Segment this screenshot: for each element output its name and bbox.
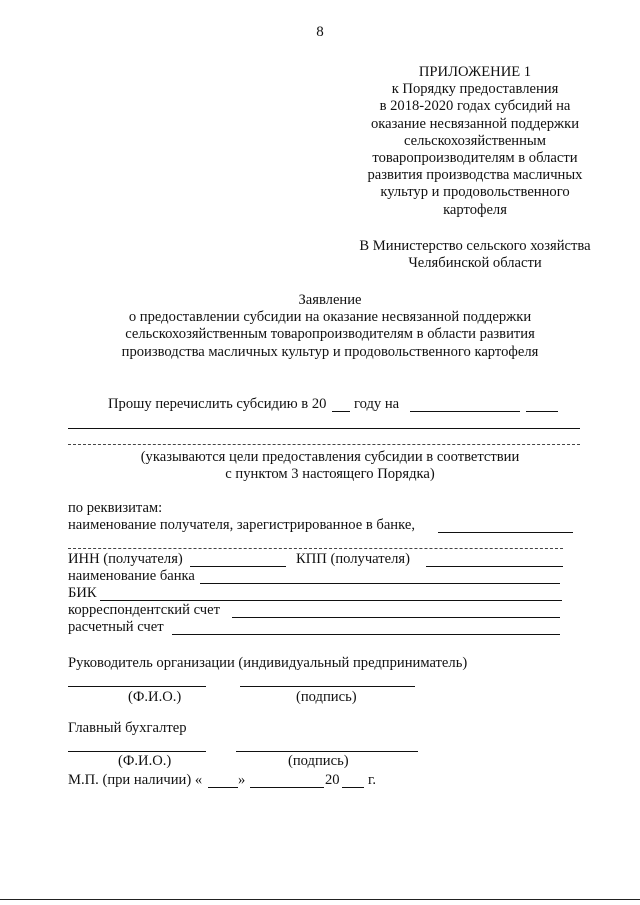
purpose-line[interactable] xyxy=(68,428,580,429)
appendix-line: товаропроизводителям в области xyxy=(372,150,578,167)
inn-field[interactable] xyxy=(190,566,286,567)
page-bottom-rule xyxy=(0,899,640,900)
month-field[interactable] xyxy=(250,787,324,788)
request-text-b: году на xyxy=(354,396,400,412)
appendix-line: картофеля xyxy=(443,201,507,218)
requisites-intro: по реквизитам: xyxy=(68,500,163,516)
appendix-line: оказание несвязанной поддержки xyxy=(370,115,580,132)
note-line: с пунктом 3 настоящего Порядка) xyxy=(225,466,435,483)
year-suffix: г. xyxy=(368,772,376,788)
appendix-line: ПРИЛОЖЕНИЕ 1 xyxy=(418,64,532,80)
recipient-name-field[interactable] xyxy=(438,532,573,533)
year-field[interactable] xyxy=(342,787,364,788)
stamp-quote-close: » xyxy=(238,772,246,788)
page-number: 8 xyxy=(316,24,324,40)
year-prefix: 20 xyxy=(325,772,340,788)
kpp-label: КПП (получателя) xyxy=(296,551,410,567)
accountant-signature-field[interactable] xyxy=(236,751,418,752)
appendix-line: культур и продовольственного xyxy=(380,184,570,201)
appendix-line: к Порядку предоставления xyxy=(391,81,559,98)
recipient-name-label: наименование получателя, зарегистрированное в банке, xyxy=(68,517,415,533)
kpp-field[interactable] xyxy=(426,566,563,567)
corr-account-field[interactable] xyxy=(232,617,560,618)
accountant-fio-caption: (Ф.И.О.) xyxy=(118,753,172,769)
appendix-line: в 2018-2020 годах субсидий на xyxy=(379,98,571,115)
appendix-block xyxy=(340,64,610,219)
statement-line: производства масличных культур и продовольственного картофеля xyxy=(121,343,539,360)
statement-title: Заявление xyxy=(298,292,362,308)
head-signature-caption: (подпись) xyxy=(296,689,357,705)
addressee-line: В Министерство сельского хозяйства xyxy=(359,238,591,254)
addressee-line: Челябинской области xyxy=(408,255,542,272)
purpose-blank[interactable] xyxy=(410,411,520,412)
bank-name-field[interactable] xyxy=(200,583,560,584)
accountant-label: Главный бухгалтер xyxy=(68,720,187,736)
day-field[interactable] xyxy=(208,787,238,788)
inn-label: ИНН (получателя) xyxy=(68,551,183,567)
account-field[interactable] xyxy=(172,634,560,635)
corr-account-label: корреспондентский счет xyxy=(68,602,220,618)
appendix-line: развития производства масличных xyxy=(367,167,583,184)
head-fio-caption: (Ф.И.О.) xyxy=(128,689,182,705)
head-signature-field[interactable] xyxy=(240,686,415,687)
statement-header xyxy=(60,292,600,361)
statement-line: сельскохозяйственным товаропроизводителям в области развития xyxy=(125,326,535,343)
purpose-line[interactable] xyxy=(68,444,580,445)
recipient-name-field[interactable] xyxy=(68,548,563,549)
year-blank[interactable] xyxy=(332,411,350,412)
bank-name-label: наименование банка xyxy=(68,568,195,584)
head-label: Руководитель организации (индивидуальный предприниматель) xyxy=(68,655,468,671)
head-fio-field[interactable] xyxy=(68,686,206,687)
appendix-line: сельскохозяйственным xyxy=(404,132,546,149)
addressee-block xyxy=(340,238,610,272)
request-text-a: Прошу перечислить субсидию в 20 xyxy=(108,396,327,412)
statement-line: о предоставлении субсидии на оказание несвязанной поддержки xyxy=(128,309,532,326)
purpose-blank-end[interactable] xyxy=(526,411,558,412)
bik-label: БИК xyxy=(68,585,97,601)
purpose-note xyxy=(60,449,600,483)
accountant-fio-field[interactable] xyxy=(68,751,206,752)
account-label: расчетный счет xyxy=(68,619,164,635)
note-line: (указываются цели предоставления субсидии в соответствии xyxy=(140,449,520,465)
stamp-label: М.П. (при наличии) « xyxy=(68,772,203,788)
accountant-signature-caption: (подпись) xyxy=(288,753,349,769)
bik-field[interactable] xyxy=(100,600,562,601)
